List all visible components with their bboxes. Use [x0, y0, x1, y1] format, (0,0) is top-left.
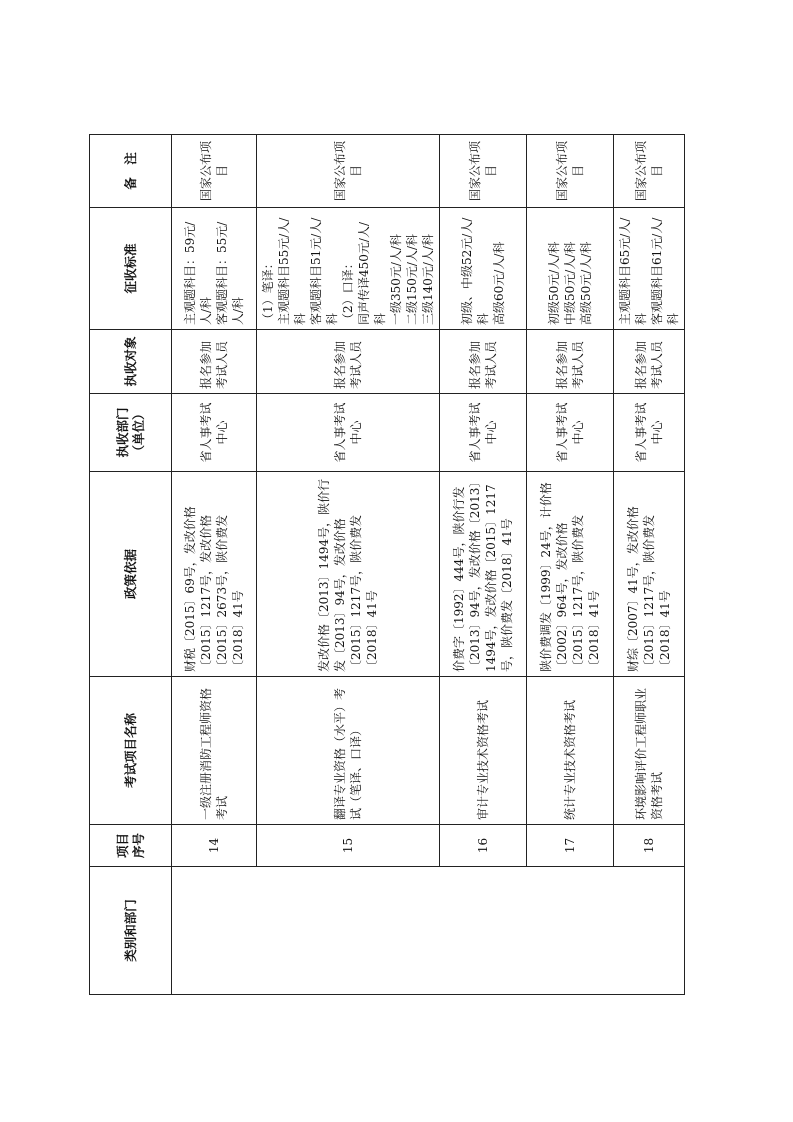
header-policy: 政策依据: [90, 472, 172, 677]
cell-seq: 18: [614, 825, 685, 867]
cell-policy: 财综〔2007〕41号，发改价格〔2015〕1217号，陕价费发〔2018〕41号: [614, 472, 685, 677]
cell-note: 国家公布项目: [172, 135, 257, 208]
cell-note: 国家公布项目: [257, 135, 440, 208]
cell-target: 报名参加考试人员: [440, 330, 527, 394]
cell-seq: 14: [172, 825, 257, 867]
table-row: [614, 135, 685, 995]
cell-name: 一级注册消防工程师资格考试: [172, 677, 257, 825]
cell-dept: 省人事考试中心: [440, 394, 527, 472]
cell-note: 国家公布项目: [440, 135, 527, 208]
cell-standard: 主观题科目：59元/人/科 客观题科目：55元/人/科: [172, 208, 257, 330]
cell-dept: 省人事考试中心: [527, 394, 614, 472]
table-row: [440, 135, 527, 995]
header-note: 备 注: [90, 135, 172, 208]
table-row: [257, 135, 440, 995]
category-cell: [172, 867, 685, 995]
cell-name: 翻译专业资格（水平）考试（笔译、口译）: [257, 677, 440, 825]
cell-standard: 主观题科目65元/人/科 客观题科目61元/人/科: [614, 208, 685, 330]
cell-dept: 省人事考试中心: [172, 394, 257, 472]
cell-seq: 17: [527, 825, 614, 867]
cell-target: 报名参加考试人员: [172, 330, 257, 394]
header-seq: 项目 序号: [90, 825, 172, 867]
cell-policy: 发改价格〔2013〕1494号，陕价行发〔2013〕94号，发改价格〔2015〕1217号，陕价费发〔2018〕41号: [257, 472, 440, 677]
rotated-table-container: [89, 135, 680, 995]
cell-note: 国家公布项目: [614, 135, 685, 208]
cell-standard: 初级、中级52元/人/科 高级60元/人/科: [440, 208, 527, 330]
header-name: 考试项目名称: [90, 677, 172, 825]
cell-name: 统计专业技术资格考试: [527, 677, 614, 825]
header-dept: 执收部门 （单位）: [90, 394, 172, 472]
cell-note: 国家公布项目: [527, 135, 614, 208]
cell-dept: 省人事考试中心: [257, 394, 440, 472]
cell-policy: 价费字〔1992〕444号，陕价行发〔2013〕94号，发改价格〔2013〕1494号，发改价格〔2015〕1217号，陕价费发〔2018〕41号: [440, 472, 527, 677]
cell-standard: 初级50元/人/科 中级50元/人/科 高级50元/人/科: [527, 208, 614, 330]
cell-name: 审计专业技术资格考试: [440, 677, 527, 825]
cell-target: 报名参加考试人员: [527, 330, 614, 394]
cell-dept: 省人事考试中心: [614, 394, 685, 472]
cell-standard: （1）笔译： 主观题科目55元/人/科 客观题科目51元/人/科 （2）口译： 同声传译450元/人/科 一级350元/人/科 二级150元/人/科 三级140元/人/科: [257, 208, 440, 330]
table-row: [172, 135, 257, 995]
table-header-row: [90, 135, 172, 995]
header-standard: 征收标准: [90, 208, 172, 330]
cell-seq: 16: [440, 825, 527, 867]
cell-target: 报名参加考试人员: [614, 330, 685, 394]
fee-table: [89, 134, 685, 995]
cell-name: 环境影响评价工程师职业资格考试: [614, 677, 685, 825]
cell-target: 报名参加考试人员: [257, 330, 440, 394]
cell-policy: 财税〔2015〕69号，发改价格〔2015〕1217号，发改价格〔2015〕2673号，陕价费发〔2018〕41号: [172, 472, 257, 677]
header-target: 执收对象: [90, 330, 172, 394]
cell-seq: 15: [257, 825, 440, 867]
cell-policy: 陕价费调发〔1999〕24号，计价格〔2002〕964号，发改价格〔2015〕1217号，陕价费发〔2018〕41号: [527, 472, 614, 677]
header-category: 类别和部门: [90, 867, 172, 995]
table-row: [527, 135, 614, 995]
